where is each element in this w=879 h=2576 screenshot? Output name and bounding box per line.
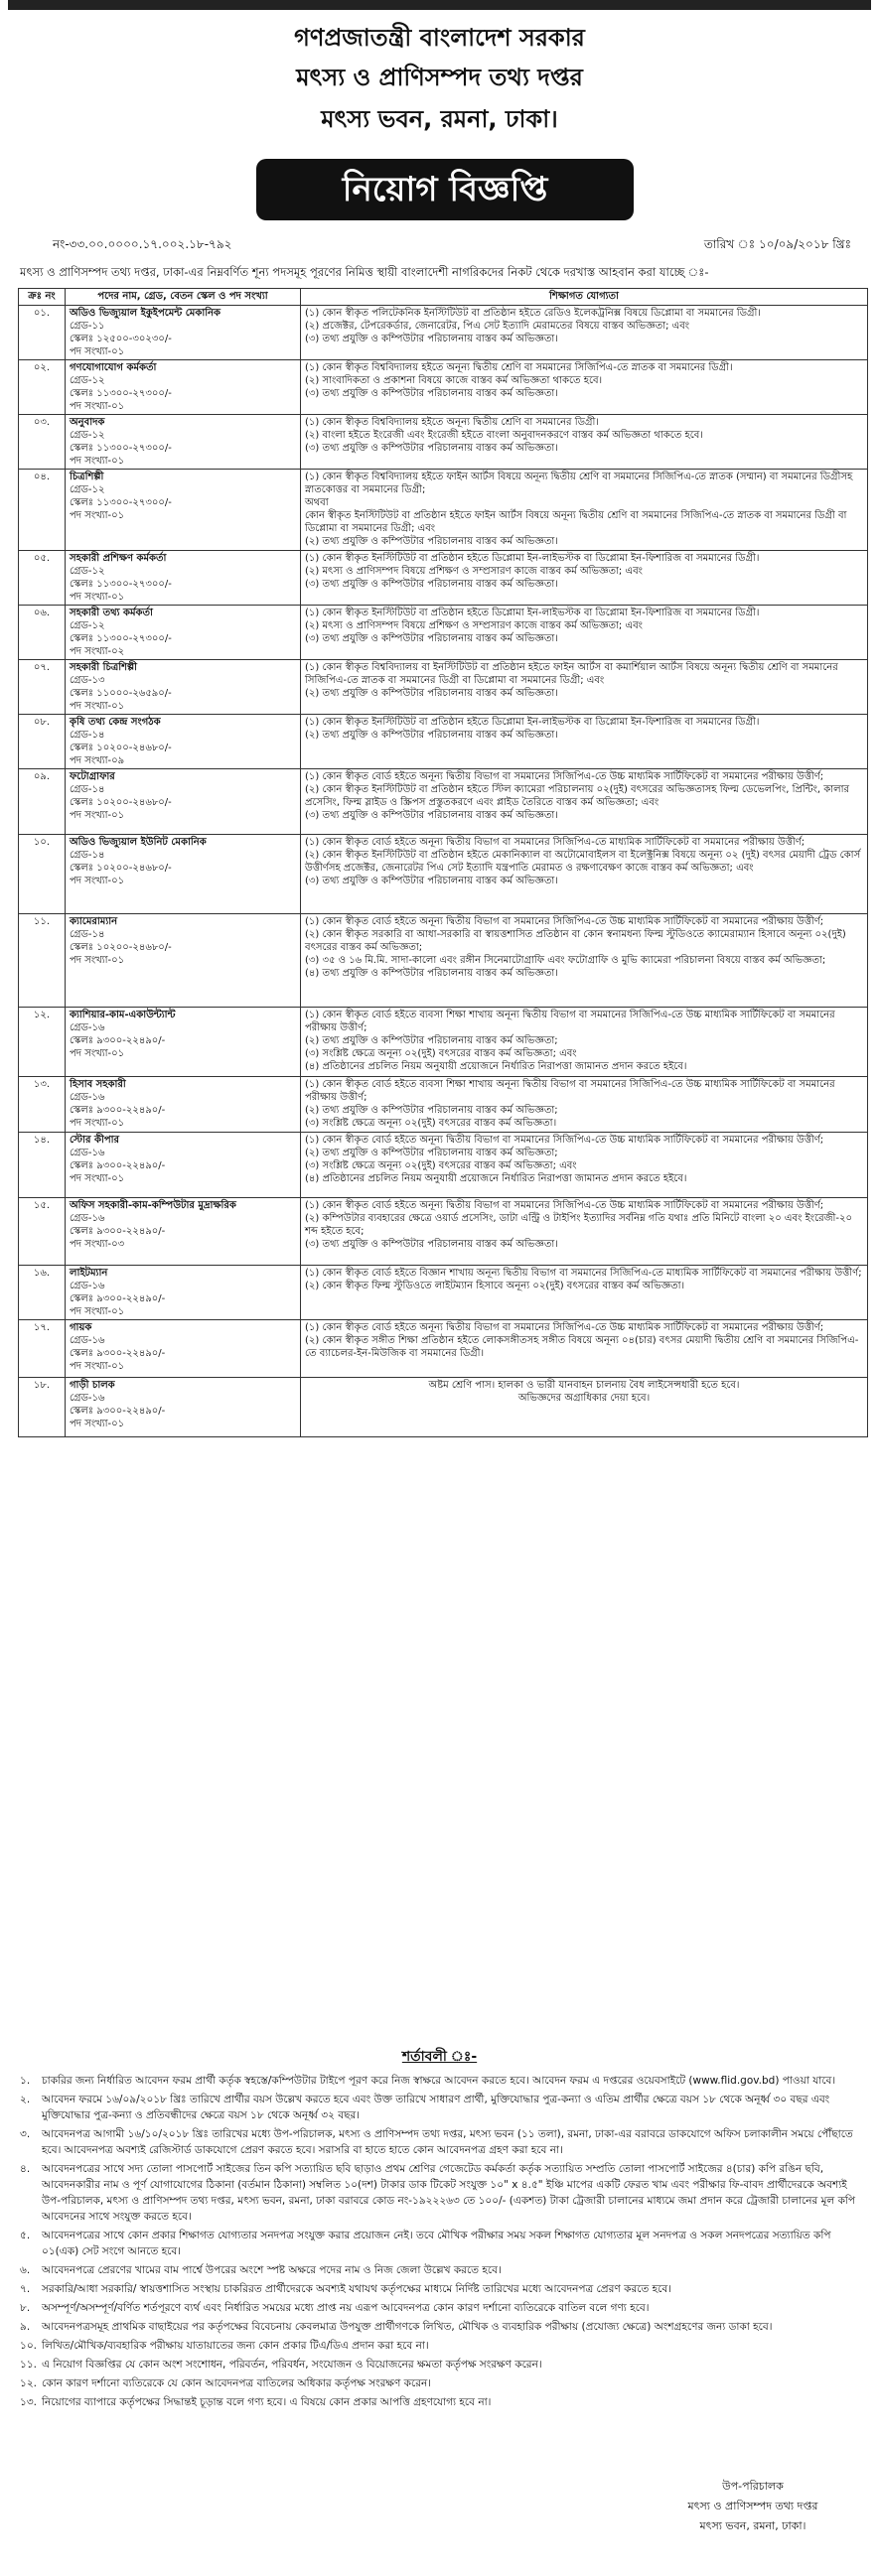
qualification-line: (২) মৎস্য ও প্রাণিসম্পদ বিষয়ে প্রশিক্ষণ ও সম্প্রসারণ কাজে বাস্তব কর্ম অভিজ্ঞতা; এবং <box>305 566 643 577</box>
post-grade: গ্রেড-১৬ <box>70 1092 105 1103</box>
row-serial: ০১. <box>19 306 66 360</box>
post-name: চিত্রশিল্পী <box>70 472 104 482</box>
qualification-line: (২) কোন স্বীকৃত ইনস্টিটিউট বা প্রতিষ্ঠান হইতে মেকানিক্যাল বা অটোমোবাইলস বা ইলেক্ট্রনিক্স বিষয়ে অনূন্য ০২ (দুই) বৎসর মেয়াদী ট্রেড কোর্স উত্তীর্ণসহ প্রজেক্টর, জেনারেটর পিএ সেট ইত্যাদি যন্ত্রপাতি মেরামত ও রক্ষণাবেক্ষণ কাজে বাস্তব কর্ম অভিজ্ঞতা; এবং <box>305 850 861 874</box>
qualification-line: (২) বাংলা হইতে ইংরেজী এবং ইংরেজী হইতে বাংলা অনুবাদনকরণে বাস্তব কর্ম অভিজ্ঞতা থাকতে হবে। <box>305 430 703 441</box>
post-scale: স্কেলঃ ১১৩০০-২৭৩০০/- <box>70 497 172 508</box>
term-number: ১১. <box>20 2359 37 2371</box>
post-grade: গ্রেড-১৪ <box>70 730 105 741</box>
row-qualification <box>301 1378 868 1437</box>
post-name: অডিও ভিজ্যুয়াল ইউনিট মেকানিক <box>70 837 207 848</box>
row-serial: ০৯. <box>19 769 66 835</box>
post-grade: গ্রেড-১২ <box>70 375 105 386</box>
row-qualification <box>301 551 868 606</box>
post-name: গায়ক <box>70 1322 92 1333</box>
row-post <box>66 1320 301 1378</box>
term-text: আবেদন ফরমে ১৬/০৯/২০১৮ খ্রিঃ তারিখে প্রার্থীর বয়স উল্লেখ করতে হবে এবং উক্ত তারিখে সাধারণ প্রার্থী, মুক্তিযোদ্ধার পুত্র-কন্যা ও এতিম প্রার্থীর ক্ষেত্রে বয়স ১৮ থেকে অনূর্ধ্ব ৩০ বছর এবং মুক্তিযোদ্ধার পুত্র-কন্যা ও প্রতিবন্ধীদের ক্ষেত্রে বয়স ১৮ থেকে অনূর্ধ্ব ৩২ বছর। <box>42 2094 830 2121</box>
row-serial: ১৩. <box>19 1077 66 1133</box>
qualification-line: (২) তথ্য প্রযুক্তি ও কম্পিউটার পরিচালনায় বাস্তব কর্ম অভিজ্ঞতা; <box>305 1105 558 1116</box>
row-post <box>66 470 301 551</box>
post-name: সহকারী চিত্রশিল্পী <box>70 662 137 673</box>
govt-title: গণপ্রজাতন্ত্রী বাংলাদেশ সরকার <box>294 24 585 52</box>
post-count: পদ সংখ্যা-০১ <box>70 701 125 712</box>
term-number: ৭. <box>20 2283 31 2295</box>
post-count: পদ সংখ্যা-০১ <box>70 876 125 886</box>
row-serial: ০২. <box>19 360 66 415</box>
term-number: ১. <box>20 2075 31 2087</box>
post-name: অডিও ভিজ্যুয়াল ইকুইপমেন্ট মেকানিক <box>70 308 221 319</box>
term-item <box>20 2092 862 2123</box>
qualification-line: (১) কোন স্বীকৃত বোর্ড হইতে অনূন্য দ্বিতীয় বিভাগ বা সমমানের সিজিপিএ-তে মাধ্যমিক সার্টিফিকেট বা সমমানের পরীক্ষায় উত্তীর্ণ; <box>305 837 806 848</box>
post-count: পদ সংখ্যা-০১ <box>70 1361 125 1372</box>
vacancy-table <box>18 288 868 1437</box>
qualification-line: (৩) সংশ্লিষ্ট ক্ষেত্রে অনূন্য ০২(দুই) বৎসরের বাস্তব কর্ম অভিজ্ঞতা; এবং <box>305 1160 577 1171</box>
row-post <box>66 660 301 715</box>
qualification-line: (১) কোন স্বীকৃত ইনস্টিটিউট বা প্রতিষ্ঠান হইতে ডিপ্লোমা ইন-লাইভস্টক বা ডিপ্লোমা ইন-ফিশারিজ বা সমমানের ডিগ্রী। <box>305 717 760 728</box>
post-count: পদ সংখ্যা-০১ <box>70 1048 125 1059</box>
qualification-line: (২) তথ্য প্রযুক্তি ও কম্পিউটার পরিচালনায় বাস্তব কর্ম অভিজ্ঞতা। <box>305 688 558 699</box>
memo-number: নং-৩৩.০০.০০০০.১৭.০০২.১৮-৭৯২ <box>53 237 232 251</box>
qualification-line: (২) তথ্য প্রযুক্তি ও কম্পিউটার পরিচালনায় বাস্তব কর্ম অভিজ্ঞতা; <box>305 1148 558 1158</box>
row-post <box>66 415 301 470</box>
row-post <box>66 606 301 660</box>
qualification-line: (৩) তথ্য প্রযুক্তি ও কম্পিউটার পরিচালনায় বাস্তব কর্ম অভিজ্ঞতা। <box>305 1239 558 1250</box>
post-scale: স্কেলঃ ১০২০০-২৪৬৮০/- <box>70 942 172 953</box>
post-count: পদ সংখ্যা-০১ <box>70 1419 125 1429</box>
post-name: গণযোগাযোগ কর্মকর্তা <box>70 362 157 373</box>
term-number: ৪. <box>20 2163 31 2175</box>
row-qualification <box>301 360 868 415</box>
post-count: পদ সংখ্যা-০১ <box>70 401 125 412</box>
row-qualification <box>301 1077 868 1133</box>
term-text: কোন কারণ দর্শানো ব্যতিরেকে যে কোন আবেদনপত্র বাতিলের অধিকার কর্তৃপক্ষ সংরক্ষণ করেন। <box>42 2377 431 2389</box>
row-serial: ০৬. <box>19 606 66 660</box>
qualification-line: (২) মৎস্য ও প্রাণিসম্পদ বিষয়ে প্রশিক্ষণ ও সম্প্রসারণ কাজে বাস্তব কর্ম অভিজ্ঞতা; এবং <box>305 620 643 631</box>
post-scale: স্কেলঃ ৯৩০০-২২৪৯০/- <box>70 1293 166 1304</box>
post-count: পদ সংখ্যা-০৩ <box>70 1239 125 1250</box>
post-name: কৃষি তথ্য কেন্দ্র সংগঠক <box>70 717 161 728</box>
post-name: ক্যামেরাম্যান <box>70 916 118 927</box>
post-grade: গ্রেড-১২ <box>70 484 105 495</box>
row-serial: ০৪. <box>19 470 66 551</box>
post-scale: স্কেলঃ ১১৩০০-২৭৩০০/- <box>70 579 172 590</box>
post-count: পদ সংখ্যা-০১ <box>70 456 125 467</box>
post-name: হিসাব সহকারী <box>70 1079 126 1090</box>
post-scale: স্কেলঃ ৯৩০০-২২৪৯০/- <box>70 1160 166 1171</box>
post-grade: গ্রেড-১৪ <box>70 850 105 861</box>
qualification-line: (২) কোন স্বীকৃত ইনস্টিটিউট বা প্রতিষ্ঠান হইতে স্টিল ক্যামেরা পরিচালনায় ০২(দুই) বৎসরের অভিজ্ঞতাসহ ফিল্ম ডেভেলপিং, প্রিন্টিং, কালার প্রসেসিং, ফিল্ম স্লাইড ও স্ক্রিপস প্রস্তুতকরণে এবং প্লাইড তৈরিতে বাস্তব কর্ম অভিজ্ঞতা; এবং <box>305 784 850 808</box>
post-scale: স্কেলঃ ১০২০০-২৪৬৮০/- <box>70 743 172 753</box>
notice-date: তারিখ ঃ ১০/০৯/২০১৮ খ্রিঃ <box>703 237 851 251</box>
table-row <box>19 1378 868 1437</box>
term-item <box>20 2161 862 2225</box>
term-text: চাকরির জন্য নির্ধারিত আবেদন ফরম প্রার্থী কর্তৃক স্বহস্তে/কম্পিউটার টাইপে পূরণ করে নিজ স্বাক্ষরে আবেদন করতে হবে। আবেদন ফরম এ দপ্তরের ওয়েবসাইটে (www.flid.gov.bd) পাওয়া যাবে। <box>42 2075 836 2087</box>
col-header-qualification: শিক্ষাগত যোগ্যতা <box>301 289 868 306</box>
qualification-line: (২) তথ্য প্রযুক্তি ও কম্পিউটার পরিচালনায় বাস্তব কর্ম অভিজ্ঞতা। <box>305 536 558 547</box>
table-row <box>19 551 868 606</box>
qualification-line: (৪) তথ্য প্রযুক্তি ও কম্পিউটার পরিচালনায় বাস্তব কর্ম অভিজ্ঞতা। <box>305 968 558 979</box>
qualification-line: (১) কোন স্বীকৃত বোর্ড হইতে অনূন্য দ্বিতীয় বিভাগ বা সমমানের সিজিপিএ-তে উচ্চ মাধ্যমিক সার্টিফিকেট বা সমমানের পরীক্ষায় উত্তীর্ণ; <box>305 1322 824 1333</box>
row-post <box>66 1378 301 1437</box>
term-text: অসম্পূর্ণ/অসম্পূর্ণ/বর্ণিত শর্তপূরণে ব্যর্থ এবং নির্ধারিত সময়ের মধ্যে প্রাপ্ত নয় এরূপ আবেদনপত্র কোন কারণ দর্শানো ব্যতিরেকে বাতিল বলে গণ্য হবে। <box>42 2302 650 2314</box>
terms-title: শর্তাবলী ঃ- <box>401 2049 478 2065</box>
post-name: সহকারী তথ্য কর্মকর্তা <box>70 608 153 618</box>
term-text: আবেদনপত্রের সাথে কোন প্রকার শিক্ষাগত যোগ্যতার সনদপত্র সংযুক্ত করার প্রয়োজন নেই। তবে মৌখিক পরীক্ষার সময় সকল শিক্ষাগত যোগ্যতার মূল সনদপত্র ও সকল সনদপত্রের সত্যায়িত কপি ০১(এক) সেট সংগে আনতে হবে। <box>42 2230 831 2257</box>
qualification-line: (৪) প্রতিষ্ঠানের প্রচলিত নিয়ম অনুযায়ী প্রয়োজনে নির্ধারিত নিরাপত্তা জামানত প্রদান করতে হইবে। <box>305 1173 687 1184</box>
post-name: সহকারী প্রশিক্ষণ কর্মকর্তা <box>70 553 167 564</box>
row-qualification <box>301 914 868 1008</box>
row-post <box>66 306 301 360</box>
term-text: সরকারি/আধা সরকারি/ স্বায়ত্তশাসিত সংস্থায় চাকরিরত প্রার্থীদেরকে অবশ্যই যথাযথ কর্তৃপক্ষের মাধ্যমে নির্দিষ্ট তারিখের মধ্যে আবেদনপত্র প্রেরণ করতে হবে। <box>42 2283 671 2295</box>
table-row <box>19 769 868 835</box>
post-count: পদ সংখ্যা-০১ <box>70 810 125 821</box>
post-scale: স্কেলঃ ৯৩০০-২২৪৯০/- <box>70 1348 166 1359</box>
terms-list <box>20 2073 862 2413</box>
table-row <box>19 1077 868 1133</box>
term-number: ১০. <box>20 2340 37 2352</box>
row-serial: ১৮. <box>19 1378 66 1437</box>
row-qualification <box>301 606 868 660</box>
qualification-line: (২) কোন স্বীকৃত সঙ্গীত শিক্ষা প্রতিষ্ঠান হইতে লোকসঙ্গীতসহ সঙ্গীত বিষয়ে অনূন্য ০৪(চার) বৎসর মেয়াদী দ্বিতীয় শ্রেণি বা সমমানের সিজিপিএ-তে ব্যাচেলর-ইন-মিউজিক বা সমমানের ডিগ্রী। <box>305 1335 859 1359</box>
term-text: নিয়োগের ব্যাপারে কর্তৃপক্ষের সিদ্ধান্তই চূড়ান্ত বলে গণ্য হবে। এ বিষয়ে কোন প্রকার আপত্তি গ্রহণযোগ্য হবে না। <box>42 2396 492 2408</box>
table-row <box>19 660 868 715</box>
table-row <box>19 606 868 660</box>
top-border <box>8 0 871 10</box>
signature-block <box>644 2477 862 2536</box>
term-number: ৮. <box>20 2302 31 2314</box>
post-grade: গ্রেড-১১ <box>70 321 105 332</box>
term-text: আবেদনপত্রের সাথে সদ্য তোলা পাসপোর্ট সাইজের তিন কপি সত্যায়িত ছবি ছাড়াও প্রথম শ্রেণির গেজেটেড কর্মকর্তা কর্তৃক সত্যায়িত সম্প্রতি তোলা পাসপোর্ট সাইজের ৪(চার) কপি রঙিন ছবি, আবেদনকারীর নাম ও পূর্ণ যোগাযোগের ঠিকানা (বর্তমান ঠিকানা) সম্বলিত ১০(দশ) টাকার ডাক টিকেট সংযুক্ত ১০" x ৪.৫" ইঞ্চি মাপের একটি ফেরত খাম এবং পরীক্ষার ফি-বাবদ প্রার্থীদেরকে অবশ্যই উপ-পরিচালক, মৎস্য ও প্রাণিসম্পদ তথ্য দপ্তর, মৎস্য ভবন, রমনা, ঢাকা বরাবরে কোড নং-১৯২২২৬৩ তে ১০০/- (একশত) টাকা ট্রেজারী চালানের মাধ্যমে জমা প্রদান করে ট্রেজারী চালানের মূল কপি আবেদনের সাথে সংযুক্ত করতে হবে। <box>42 2163 856 2223</box>
row-qualification <box>301 1133 868 1198</box>
qualification-line: (১) কোন স্বীকৃত বিশ্ববিদ্যালয় বা ইনস্টিটিউট বা প্রতিষ্ঠান হইতে ফাইন আর্টস বা কমার্শিয়াল আর্টস বিষয়ে অনূন্য দ্বিতীয় শ্রেণি বা সমমানের সিজিপিএ-তে স্নাতক বা সমমানের ডিগ্রী বা ডিপ্লোমা বা সমমানের ডিগ্রী; এবং <box>305 662 838 686</box>
qualification-line: (২) কোন স্বীকৃত সরকারি বা আধা-সরকারি বা স্বায়ত্তশাসিত প্রতিষ্ঠান বা কোন স্বনামধন্য ফিল্ম স্টুডিওতে ক্যামেরাম্যান হিসাবে অনূন্য ০২(দুই) বৎসরের বাস্তব কর্ম অভিজ্ঞতা; <box>305 929 846 953</box>
table-row <box>19 1266 868 1320</box>
term-number: ৩. <box>20 2128 31 2140</box>
qualification-line: (২) সাংবাদিকতা ও প্রকাশনা বিষয়ে কাজে বাস্তব কর্ম অভিজ্ঞতা থাকতে হবে। <box>305 375 603 386</box>
qualification-line: (৩) তথ্য প্রযুক্তি ও কম্পিউটার পরিচালনায় বাস্তব কর্ম অভিজ্ঞতা। <box>305 876 558 886</box>
notice-page <box>8 0 871 2576</box>
row-qualification <box>301 835 868 914</box>
qualification-line: (১) কোন স্বীকৃত বিশ্ববিদ্যালয় হইতে অনূন্য দ্বিতীয় শ্রেণি বা সমমানের সিজিপিএ-তে স্নাতক বা সমমানের ডিগ্রী। <box>305 362 733 373</box>
office-address: মৎস্য ভবন, রমনা, ঢাকা। <box>321 105 558 133</box>
row-serial: ০৩. <box>19 415 66 470</box>
row-post <box>66 1077 301 1133</box>
row-serial: ১৭. <box>19 1320 66 1378</box>
post-grade: গ্রেড-১৪ <box>70 784 105 795</box>
post-count: পদ সংখ্যা-০১ <box>70 592 125 603</box>
qualification-line: (২) তথ্য প্রযুক্তি ও কম্পিউটার পরিচালনায় বাস্তব কর্ম অভিজ্ঞতা; <box>305 1035 558 1046</box>
term-number: ৯. <box>20 2321 31 2333</box>
post-name: স্টোর কীপার <box>70 1135 120 1146</box>
post-grade: গ্রেড-১৬ <box>70 1213 105 1224</box>
row-post <box>66 1008 301 1077</box>
qualification-line: অষ্টম শ্রেণি পাস। হালকা ও ভারী যানবাহন চালনায় বৈধ লাইসেন্সধারী হতে হবে। <box>428 1380 740 1391</box>
qualification-line: অভিজ্ঞদের অগ্রাধিকার দেয়া হবে। <box>517 1393 651 1404</box>
qualification-line: অথবা <box>305 497 329 508</box>
post-count: পদ সংখ্যা-০১ <box>70 955 125 966</box>
term-number: ৫. <box>20 2230 31 2241</box>
post-grade: গ্রেড-১৬ <box>70 1148 105 1158</box>
qualification-line: (১) কোন স্বীকৃত বোর্ড হইতে অনূন্য দ্বিতীয় বিভাগ বা সমমানের সিজিপিএ-তে উচ্চ মাধ্যমিক সার্টিফিকেট বা সমমানের পরীক্ষায় উত্তীর্ণ; <box>305 1135 824 1146</box>
notice-banner: নিয়োগ বিজ্ঞপ্তি <box>256 159 634 220</box>
post-scale: স্কেলঃ ৯৩০০-২২৪৯০/- <box>70 1406 166 1417</box>
table-row <box>19 306 868 360</box>
row-serial: ১৬. <box>19 1266 66 1320</box>
post-scale: স্কেলঃ ১১৩০০-২৭৩০০/- <box>70 443 172 454</box>
post-count: পদ সংখ্যা-০১ <box>70 1118 125 1129</box>
qualification-line: (২) কম্পিউটার ব্যবহারের ক্ষেত্রে ওয়ার্ড প্রসেসিং, ডাটা এন্ট্রি ও টাইপিং ইত্যাদির সর্বনিম্ন গতি যথাঃ প্রতি মিনিটে বাংলা ২০ এবং ইংরেজী-২০ শব্দ হইতে হবে; <box>305 1213 853 1237</box>
qualification-line: (১) কোন স্বীকৃত পলিটেকনিক ইনস্টিটিউট বা প্রতিষ্ঠান হইতে রেডিও ইলেকট্রনিক্স বিষয়ে ডিপ্লোমা বা সমমানের ডিগ্রী। <box>305 308 761 319</box>
post-scale: স্কেলঃ ১০২০০-২৪৬৮০/- <box>70 797 172 808</box>
qualification-line: (৪) প্রতিষ্ঠানের প্রচলিত নিয়ম অনুযায়ী প্রয়োজনে নির্ধারিত নিরাপত্তা জামানত প্রদান করতে হইবে। <box>305 1061 687 1072</box>
term-text: এ নিয়োগ বিজ্ঞপ্তির যে কোন অংশ সংশোধন, পরিবর্তন, পরিবর্ধন, সংযোজন ও বিয়োজনের ক্ষমতা কর্তৃপক্ষ সংরক্ষণ করেন। <box>42 2359 542 2371</box>
row-post <box>66 551 301 606</box>
table-row <box>19 715 868 769</box>
qualification-line: (১) কোন স্বীকৃত বোর্ড হইতে অনূন্য দ্বিতীয় বিভাগ বা সমমানের সিজিপিএ-তে উচ্চ মাধ্যমিক সার্টিফিকেট বা সমমানের পরীক্ষায় উত্তীর্ণ; <box>305 1200 824 1211</box>
qualification-line: (২) তথ্য প্রযুক্তি ও কম্পিউটার পরিচালনায় বাস্তব কর্ম অভিজ্ঞতা। <box>305 730 558 741</box>
signatory-title: উপ-পরিচালক <box>722 2480 784 2493</box>
post-name: অনুবাদক <box>70 417 105 428</box>
col-header-post: পদের নাম, গ্রেড, বেতন স্কেল ও পদ সংখ্যা <box>66 289 301 306</box>
term-text: আবেদনপত্রে প্রেরণের খামের বাম পার্শ্বে উপরের অংশে স্পষ্ট অক্ষরে পদের নাম ও নিজ জেলা উল্লেখ করতে হবে। <box>42 2264 502 2276</box>
post-name: ফটোগ্রাফার <box>70 771 115 782</box>
row-qualification <box>301 306 868 360</box>
term-text: আবেদনপত্র আগামী ১৬/১০/২০১৮ খ্রিঃ তারিখের মধ্যে উপ-পরিচালক, মৎস্য ও প্রাণিসম্পদ তথ্য দপ্তর, মৎস্য ভবন (১১ তলা), রমনা, ঢাকা-এর বরাবরে ডাকযোগে অফিস চলাকালীন সময়ে পৌঁছাতে হবে। আবেদনপত্র অবশ্যই রেজিস্টার্ড ডাকযোগে প্রেরণ করতে হবে। সরাসরি বা হাতে হাতে কোন আবেদনপত্র গ্রহণ করা হবে না। <box>42 2128 853 2156</box>
post-scale: স্কেলঃ ৯৩০০-২২৪৯০/- <box>70 1035 166 1046</box>
post-count: পদ সংখ্যা-০১ <box>70 1173 125 1184</box>
row-qualification <box>301 1198 868 1266</box>
post-count: পদ সংখ্যা-০১ <box>70 1306 125 1317</box>
table-row <box>19 1008 868 1077</box>
post-grade: গ্রেড-১৬ <box>70 1022 105 1033</box>
post-scale: স্কেলঃ ৯৩০০-২২৪৯০/- <box>70 1226 166 1237</box>
qualification-line: (৩) তথ্য প্রযুক্তি ও কম্পিউটার পরিচালনায় বাস্তব কর্ম অভিজ্ঞতা। <box>305 579 558 590</box>
qualification-line: (৩) তথ্য প্রযুক্তি ও কম্পিউটার পরিচালনায় বাস্তব কর্ম অভিজ্ঞতা। <box>305 633 558 644</box>
row-post <box>66 835 301 914</box>
post-count: পদ সংখ্যা-০২ <box>70 646 125 657</box>
qualification-line: (৩) ৩৫ ও ১৬ মি.মি. সাদা-কালো এবং রঙ্গীন সিনেমাটোগ্রাফি এবং ফটোগ্রাফি ও মুভি ক্যামেরা পরিচালনা বিষয়ে বাস্তব কর্ম অভিজ্ঞতা; <box>305 955 826 966</box>
row-qualification <box>301 660 868 715</box>
table-row <box>19 1320 868 1378</box>
post-grade: গ্রেড-১২ <box>70 620 105 631</box>
col-header-serial: ক্রঃ নং <box>19 289 66 306</box>
post-grade: গ্রেড-১৪ <box>70 929 105 940</box>
row-serial: ০৫. <box>19 551 66 606</box>
table-row <box>19 415 868 470</box>
term-item <box>20 2073 862 2089</box>
row-qualification <box>301 715 868 769</box>
row-serial: ০৭. <box>19 660 66 715</box>
post-grade: গ্রেড-১২ <box>70 430 105 441</box>
post-scale: স্কেলঃ ১২৫০০-৩০২৩০/- <box>70 334 172 344</box>
intro-text: মৎস্য ও প্রাণিসম্পদ তথ্য দপ্তর, ঢাকা-এর নিম্নবর্ণিত শূন্য পদসমূহ পূরণের নিমিত্ত স্থায়ী বাংলাদেশী নাগরিকদের নিকট থেকে দরখাস্ত আহবান করা যাচ্ছে ঃ- <box>20 265 709 279</box>
row-serial: ১০. <box>19 835 66 914</box>
post-name: ক্যাশিয়ার-কাম-একাউন্ট্যান্ট <box>70 1010 176 1020</box>
qualification-line: (৩) সংশ্লিষ্ট ক্ষেত্রে অনূন্য ০২(দুই) বৎসরের বাস্তব কর্ম অভিজ্ঞতা; এবং <box>305 1048 577 1059</box>
qualification-line: (৩) তথ্য প্রযুক্তি ও কম্পিউটার পরিচালনায় বাস্তব কর্ম অভিজ্ঞতা। <box>305 810 558 821</box>
term-number: ২. <box>20 2094 31 2105</box>
qualification-line: (১) কোন স্বীকৃত ইনস্টিটিউট বা প্রতিষ্ঠান হইতে ডিপ্লোমা ইন-লাইভস্টক বা ডিপ্লোমা ইন-ফিশারিজ বা সমমানের ডিগ্রী। <box>305 608 760 618</box>
term-text: আবেদনপত্রসমূহ প্রাথমিক বাছাইয়ের পর কর্তৃপক্ষের বিবেচনায় কেবলমাত্র উপযুক্ত প্রার্থীগণকে লিখিত, মৌখিক ও ব্যবহারিক পরীক্ষায় (প্রযোজ্য ক্ষেত্রে) অংশগ্রহণের জন্য ডাকা হবে। <box>42 2321 773 2333</box>
qualification-line: (১) কোন স্বীকৃত বোর্ড হইতে অনূন্য দ্বিতীয় বিভাগ বা সমমানের সিজিপিএ-তে উচ্চ মাধ্যমিক সার্টিফিকেট বা সমমানের পরীক্ষায় উত্তীর্ণ; <box>305 771 824 782</box>
row-post <box>66 360 301 415</box>
term-item <box>20 2357 862 2373</box>
row-post <box>66 1266 301 1320</box>
row-serial: ১৫. <box>19 1198 66 1266</box>
row-serial: ১২. <box>19 1008 66 1077</box>
qualification-line: (২) প্রজেক্টর, টেপরেকর্ডার, জেনারেটর, পিএ সেট ইত্যাদি মেরামতের বিষয়ে বাস্তব অভিজ্ঞতা; এবং <box>305 321 690 332</box>
row-qualification <box>301 1266 868 1320</box>
table-row <box>19 1198 868 1266</box>
post-grade: গ্রেড-১৩ <box>70 675 105 686</box>
post-grade: গ্রেড-১৬ <box>70 1281 105 1291</box>
table-row <box>19 360 868 415</box>
post-scale: স্কেলঃ ১১০০০-২৬৫৯০/- <box>70 688 172 699</box>
qualification-line: (১) কোন স্বীকৃত বোর্ড হইতে অনূন্য দ্বিতীয় বিভাগ বা সমমানের সিজিপিএ-তে উচ্চ মাধ্যমিক সার্টিফিকেট বা সমমানের পরীক্ষায় উত্তীর্ণ; <box>305 916 824 927</box>
office-title: মৎস্য ও প্রাণিসম্পদ তথ্য দপ্তর <box>296 64 583 91</box>
post-name: অফিস সহকারী-কাম-কম্পিউটার মুদ্রাক্ষরিক <box>70 1200 236 1211</box>
term-item <box>20 2281 862 2297</box>
term-item <box>20 2300 862 2316</box>
term-number: ১৩. <box>20 2396 37 2408</box>
term-item <box>20 2338 862 2354</box>
qualification-line: (৩) তথ্য প্রযুক্তি ও কম্পিউটার পরিচালনায় বাস্তব কর্ম অভিজ্ঞতা। <box>305 334 558 344</box>
qualification-line: (২) কোন স্বীকৃত ফিল্ম স্টুডিওতে লাইটম্যান হিসাবে অনূন্য ০২(দুই) বৎসরের বাস্তব কর্ম অভিজ্ঞতা। <box>305 1281 685 1291</box>
post-count: পদ সংখ্যা-০১ <box>70 346 125 357</box>
post-grade: গ্রেড-১২ <box>70 566 105 577</box>
qualification-line: (১) কোন স্বীকৃত বোর্ড হইতে বিজ্ঞান শাখায় অনূন্য দ্বিতীয় বিভাগ বা সমমানের সিজিপিএ-তে মাধ্যমিক সার্টিফিকেট বা সমমানের পরীক্ষায় উত্তীর্ণ; <box>305 1268 862 1279</box>
qualification-line: (৩) তথ্য প্রযুক্তি ও কম্পিউটার পরিচালনায় বাস্তব কর্ম অভিজ্ঞতা। <box>305 388 558 399</box>
qualification-line: (১) কোন স্বীকৃত বোর্ড হইতে ব্যবসা শিক্ষা শাখায় অনূন্য দ্বিতীয় বিভাগ বা সমমানের সিজিপিএ-তে উচ্চ মাধ্যমিক সার্টিফিকেট বা সমমানের পরীক্ষায় উত্তীর্ণ; <box>305 1010 835 1033</box>
row-qualification <box>301 1320 868 1378</box>
post-count: পদ সংখ্যা-০৯ <box>70 755 125 766</box>
signatory-address: মৎস্য ভবন, রমনা, ঢাকা। <box>699 2519 806 2532</box>
qualification-line: কোন স্বীকৃত ইনস্টিটিউট বা প্রতিষ্ঠান হইতে ফাইন আর্টস বিষয়ে অনূন্য দ্বিতীয় শ্রেণি বা সমমানের সিজিপিএ-তে স্নাতক বা সমমানের ডিগ্রী বা ডিপ্লোমা বা সমমানের ডিগ্রী; এবং <box>305 510 847 534</box>
qualification-line: (১) কোন স্বীকৃত বোর্ড হইতে ব্যবসা শিক্ষা শাখায় অনূন্য দ্বিতীয় বিভাগ বা সমমানের সিজিপিএ-তে উচ্চ মাধ্যমিক সার্টিফিকেট বা সমমানের পরীক্ষায় উত্তীর্ণ; <box>305 1079 835 1103</box>
table-row <box>19 914 868 1008</box>
post-count: পদ সংখ্যা-০১ <box>70 510 125 521</box>
post-name: লাইটম্যান <box>70 1268 108 1279</box>
row-qualification <box>301 1008 868 1077</box>
qualification-line: (১) কোন স্বীকৃত বিশ্ববিদ্যালয় হইতে অনূন্য দ্বিতীয় শ্রেণি বা সমমানের ডিগ্রী। <box>305 417 599 428</box>
row-qualification <box>301 769 868 835</box>
term-item <box>20 2394 862 2410</box>
post-grade: গ্রেড-১৬ <box>70 1335 105 1346</box>
post-grade: গ্রেড-১৬ <box>70 1393 105 1404</box>
qualification-line: (৩) তথ্য প্রযুক্তি ও কম্পিউটার পরিচালনায় বাস্তব কর্ম অভিজ্ঞতা। <box>305 443 558 454</box>
row-post <box>66 914 301 1008</box>
term-item <box>20 2375 862 2391</box>
row-post <box>66 1133 301 1198</box>
row-post <box>66 1198 301 1266</box>
row-post <box>66 715 301 769</box>
qualification-line: (৩) সংশ্লিষ্ট ক্ষেত্রে অনূন্য ০২(দুই) বৎসরের বাস্তব কর্ম অভিজ্ঞতা। <box>305 1118 557 1129</box>
qualification-line: (১) কোন স্বীকৃত বিশ্ববিদ্যালয় হইতে ফাইন আর্টস বিষয়ে অনূন্য দ্বিতীয় শ্রেণি বা সমমানের সিজিপিএ-তে স্নাতক (সম্মান) বা সমমানের ডিগ্রীসহ স্নাতকোত্তর বা সমমানের ডিগ্রী; <box>305 472 853 495</box>
term-item <box>20 2262 862 2278</box>
table-row <box>19 1133 868 1198</box>
post-name: গাড়ী চালক <box>70 1380 115 1391</box>
term-item <box>20 2126 862 2158</box>
row-serial: ০৮. <box>19 715 66 769</box>
term-item <box>20 2319 862 2335</box>
row-qualification <box>301 415 868 470</box>
term-number: ১২. <box>20 2377 37 2389</box>
post-scale: স্কেলঃ ১০২০০-২৪৬৮০/- <box>70 863 172 874</box>
table-row <box>19 835 868 914</box>
term-number: ৬. <box>20 2264 31 2276</box>
term-text: লিখিত/মৌখিক/ব্যবহারিক পরীক্ষায় যাতায়াতের জন্য কোন প্রকার টিএ/ডিএ প্রদান করা হবে না। <box>42 2340 429 2352</box>
post-scale: স্কেলঃ ১১৩০০-২৭৩০০/- <box>70 633 172 644</box>
qualification-line: (১) কোন স্বীকৃত ইনস্টিটিউট বা প্রতিষ্ঠান হইতে ডিপ্লোমা ইন-লাইভস্টক বা ডিপ্লোমা ইন-ফিশারিজ বা সমমানের ডিগ্রী। <box>305 553 760 564</box>
term-item <box>20 2228 862 2259</box>
row-serial: ১৪. <box>19 1133 66 1198</box>
row-post <box>66 769 301 835</box>
post-scale: স্কেলঃ ১১৩০০-২৭৩০০/- <box>70 388 172 399</box>
signatory-office: মৎস্য ও প্রাণিসম্পদ তথ্য দপ্তর <box>687 2500 818 2512</box>
table-row <box>19 470 868 551</box>
row-serial: ১১. <box>19 914 66 1008</box>
post-scale: স্কেলঃ ৯৩০০-২২৪৯০/- <box>70 1105 166 1116</box>
row-qualification <box>301 470 868 551</box>
